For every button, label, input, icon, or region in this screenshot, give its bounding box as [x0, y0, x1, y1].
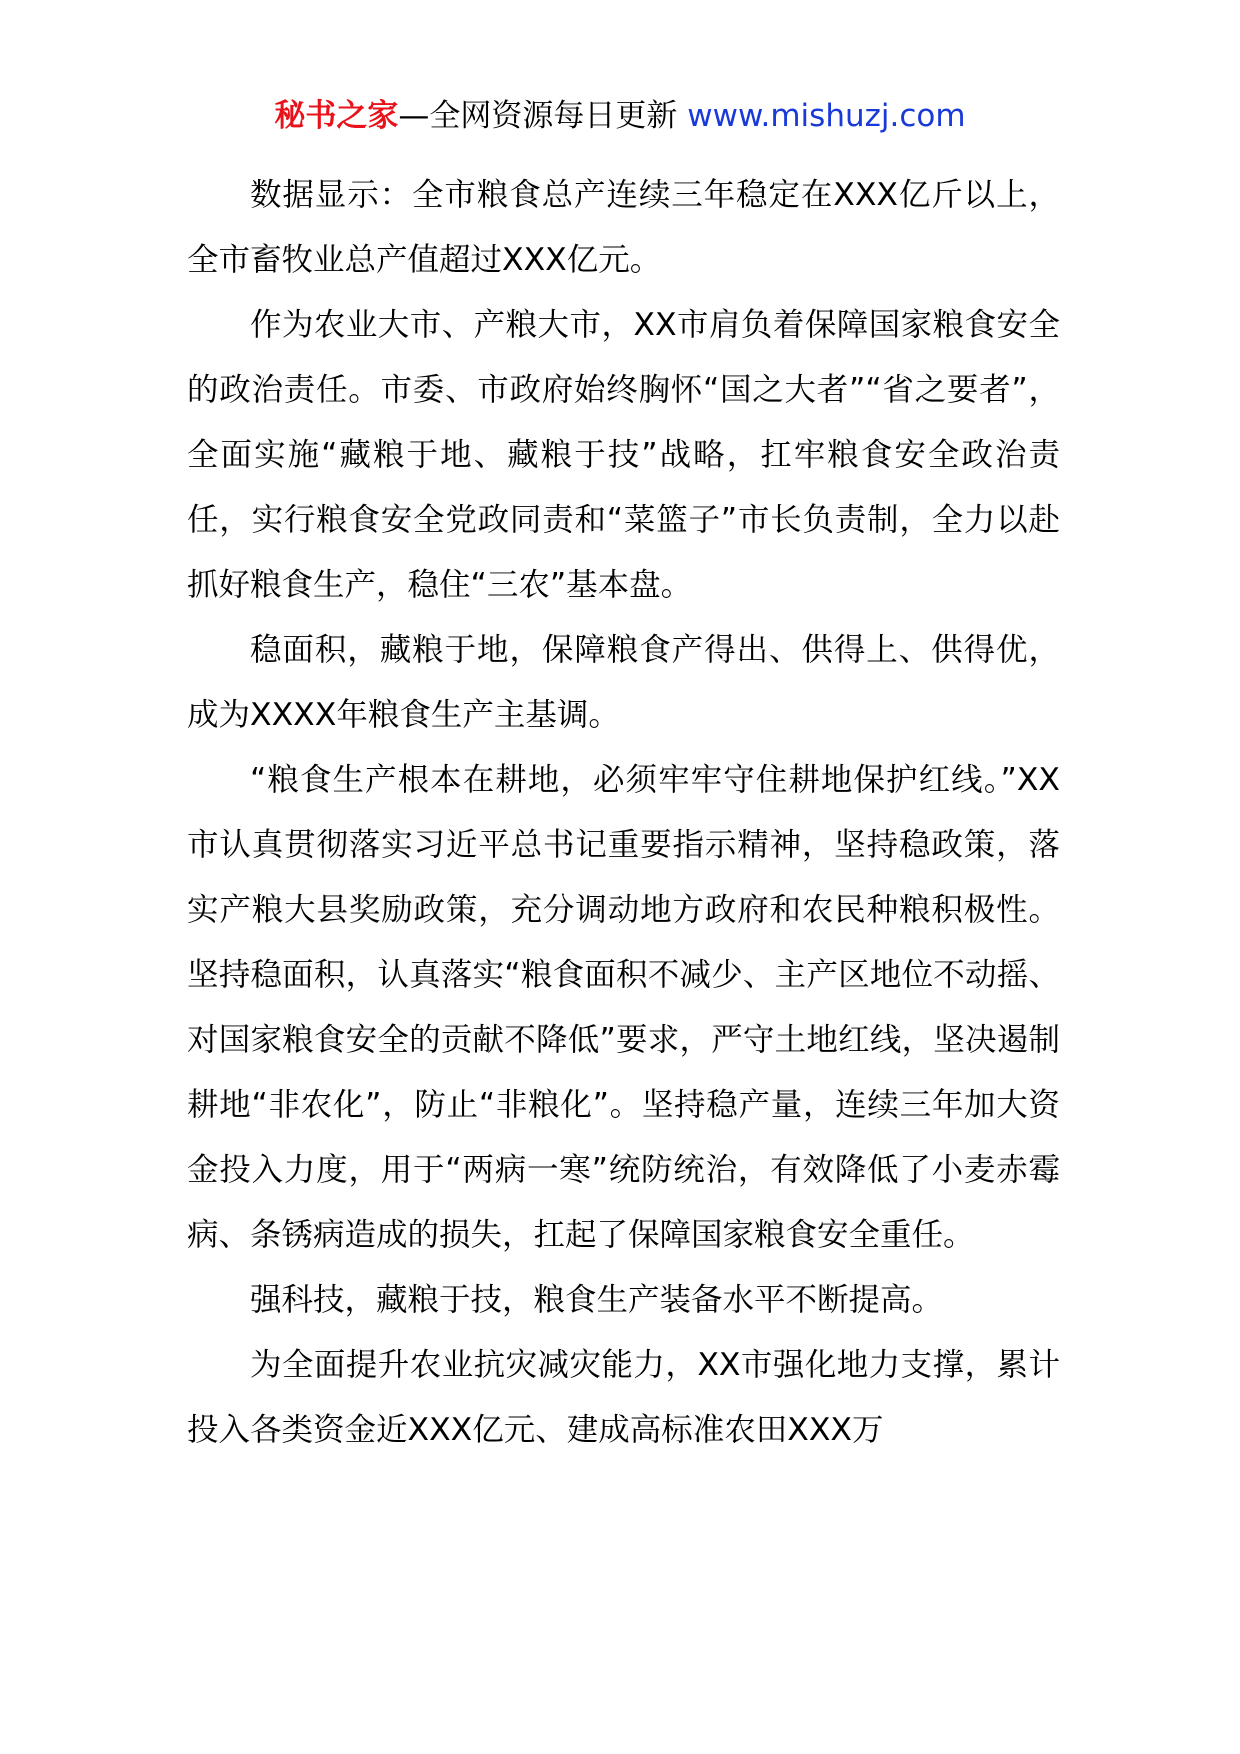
site-url-link[interactable]: www.mishuzj.com — [687, 98, 966, 134]
paragraph: 为全面提升农业抗灾减灾能力，XX市强化地力支撑，累计投入各类资金近XXX亿元、建成高标准农田XXX万 — [187, 1347, 1060, 1448]
header-tagline: —全网资源每日更新 — [398, 98, 678, 134]
paragraph: 数据显示：全市粮食总产连续三年稳定在XXX亿斤以上，全市畜牧业总产值超过XXX亿元。 — [187, 177, 1060, 278]
document-body — [187, 163, 1060, 1463]
brand-name: 秘书之家 — [274, 98, 399, 134]
site-header — [0, 96, 1240, 136]
paragraph: 强科技，藏粮于技，粮食生产装备水平不断提高。 — [250, 1282, 944, 1318]
paragraph: 作为农业大市、产粮大市，XX市肩负着保障国家粮食安全的政治责任。市委、市政府始终胸怀“国之大者”“省之要者”，全面实施“藏粮于地、藏粮于技”战略，扛牢粮食安全政治责任，实行粮食安全党政同责和“菜篮子”市长负责制，全力以赴抓好粮食生产，稳住“三农”基本盘。 — [187, 307, 1060, 603]
paragraph: 稳面积，藏粮于地，保障粮食产得出、供得上、供得优，成为XXXX年粮食生产主基调。 — [187, 632, 1060, 733]
paragraph: “粮食生产根本在耕地，必须牢牢守住耕地保护红线。”XX市认真贯彻落实习近平总书记重要指示精神，坚持稳政策，落实产粮大县奖励政策，充分调动地方政府和农民种粮积极性。坚持稳面积，认真落实“粮食面积不减少、主产区地位不动摇、对国家粮食安全的贡献不降低”要求，严守土地红线，坚决遏制耕地“非农化”，防止“非粮化”。坚持稳产量，连续三年加大资金投入力度，用于“两病一寒”统防统治，有效降低了小麦赤霉病、条锈病造成的损失，扛起了保障国家粮食安全重任。 — [187, 762, 1060, 1253]
